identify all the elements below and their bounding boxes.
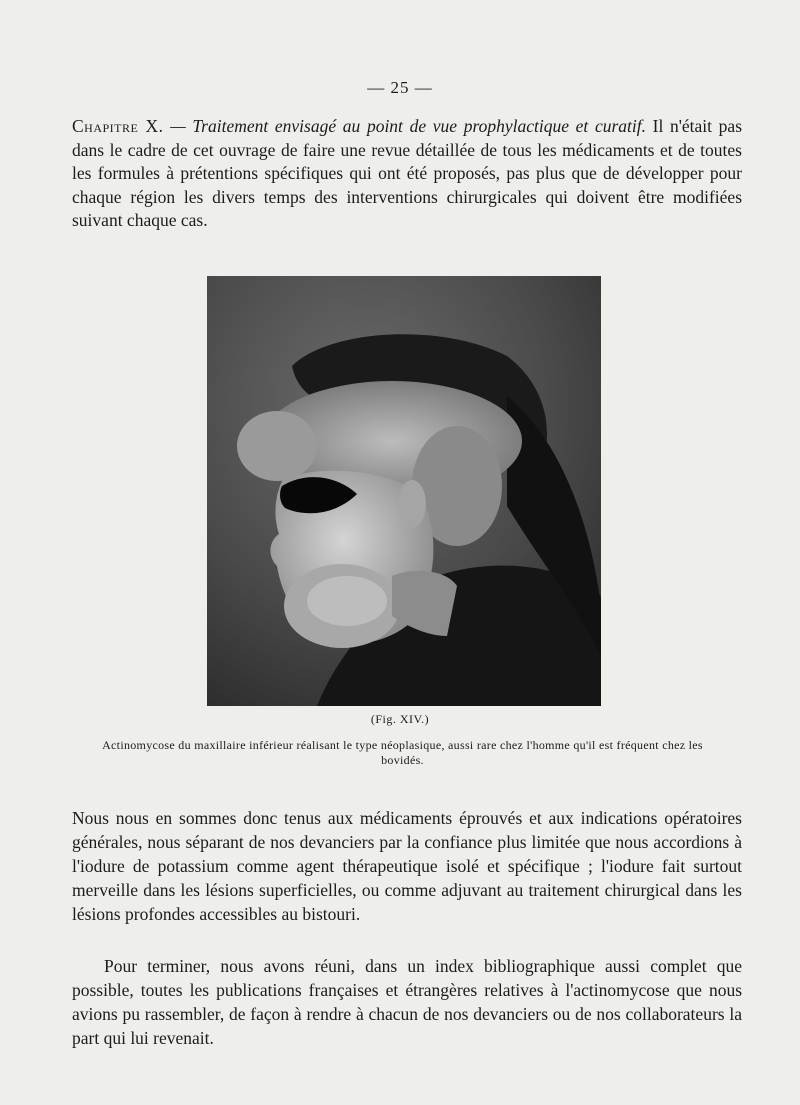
chapter-text: Il n'était pas dans le cadre de cet ouvrage de faire une revue détaillée de tous les médicaments et de toutes les formules à prétentions spécifiques qui ont été proposés, pas plus que de développer pour chaque région les divers temps des interventions chirurgicales qui doivent être modifiées suivant chaque cas. bbox=[72, 116, 743, 230]
chapter-heading: Chapitre X. bbox=[72, 116, 164, 136]
page-number: — 25 — bbox=[367, 78, 433, 97]
figure-caption: Actinomycose du maxillaire inférieur réalisant le type néoplasique, aussi rare chez l'homme qu'il est fréquent chez les bovidés. bbox=[102, 738, 703, 767]
body-paragraph-2: Pour terminer, nous avons réuni, dans un index bibliographique aussi complet que possible, toutes les publications françaises et étrangères relatives à l'actinomycose que nous avions pu rassembler, de façon à rendre à chacun de nos devanciers ou de nos collaborateurs la part qui lui revenait. bbox=[72, 956, 742, 1048]
patient-photograph bbox=[207, 276, 601, 706]
chapter-paragraph bbox=[72, 115, 742, 233]
figure-label: (Fig. XIV.) bbox=[370, 712, 430, 726]
chapter-title: — Traitement envisagé au point de vue prophylactique et curatif. bbox=[170, 116, 646, 136]
body-paragraph-1: Nous nous en sommes donc tenus aux médicaments éprouvés et aux indications opératoires générales, nous séparant de nos devanciers par la confiance plus limitée que nous accordions à l'iodure de potassium comme agent thérapeutique isolé et spécifique ; l'iodure fait surtout merveille dans les lésions superficielles, ou comme adjuvant au traitement chirurgical dans les lésions profondes accessibles au bistouri. bbox=[72, 808, 742, 924]
